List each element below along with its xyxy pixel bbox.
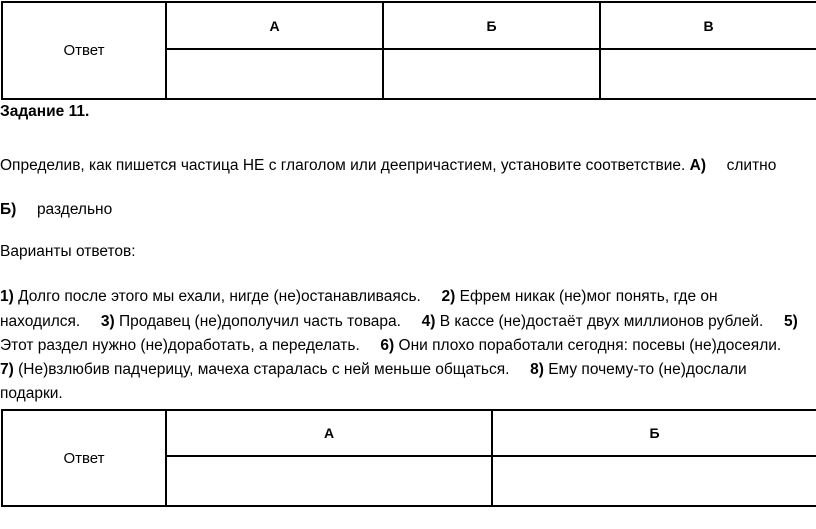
item-number: 7) <box>0 361 14 378</box>
variants-line-4 <box>0 358 747 382</box>
variants-line-3 <box>0 334 781 358</box>
column-header-b: Б <box>383 2 600 49</box>
item-text: Ефрем никак (не)мог понять, где он <box>459 288 718 305</box>
item-text: В кассе (не)достаёт двух миллионов рублей. <box>439 313 764 330</box>
answer-cell-b[interactable] <box>383 49 600 99</box>
column-header-a: А <box>166 2 383 49</box>
item-text: (Не)взлюбив падчерицу, мачеха старалась с ней меньше общаться. <box>18 361 510 378</box>
task-title: Задание 11. <box>0 103 90 120</box>
item-text: Долго после этого мы ехали, нигде (не)останавливаясь. <box>18 288 421 305</box>
item-text: находился. <box>0 313 81 330</box>
item-text: Ему почему-то (не)дослали <box>548 361 747 378</box>
option-b-key: Б) <box>0 201 17 218</box>
variants-line-2 <box>0 310 798 334</box>
item-number: 2) <box>441 288 456 305</box>
variants-title: Варианты ответов: <box>0 243 136 260</box>
instruction-text: Определив, как пишется частица НЕ с глаголом или деепричастием, установите соответствие. <box>0 157 686 174</box>
option-a-text: слитно <box>726 157 777 174</box>
column-header-b: Б <box>492 410 816 456</box>
item-text: Продавец (не)дополучил часть товара. <box>118 313 401 330</box>
item-text: Этот раздел нужно (не)доработать, а переделать. <box>0 337 360 354</box>
instruction-line <box>0 154 776 178</box>
variants-line-1 <box>0 285 718 309</box>
answer-table-2 <box>1 409 816 507</box>
item-number: 1) <box>0 288 14 305</box>
answer-cell-v[interactable] <box>600 49 816 99</box>
option-b-line <box>0 198 112 222</box>
option-a-key: А) <box>689 157 706 174</box>
answer-table-1 <box>1 1 816 100</box>
answer-cell-a[interactable] <box>166 456 492 506</box>
answer-label: Ответ <box>2 2 166 99</box>
column-header-v: В <box>600 2 816 49</box>
variants-line-5 <box>0 382 63 406</box>
answer-cell-a[interactable] <box>166 49 383 99</box>
answer-cell-b[interactable] <box>492 456 816 506</box>
column-header-a: А <box>166 410 492 456</box>
item-text: подарки. <box>0 385 63 402</box>
item-text: Они плохо поработали сегодня: посевы (не)досеяли. <box>398 337 782 354</box>
answer-label: Ответ <box>2 410 166 506</box>
item-number: 8) <box>530 361 544 378</box>
item-number: 5) <box>783 313 798 330</box>
item-number: 4) <box>421 313 436 330</box>
item-number: 6) <box>380 337 395 354</box>
option-b-text: раздельно <box>36 201 113 218</box>
item-number: 3) <box>100 313 115 330</box>
